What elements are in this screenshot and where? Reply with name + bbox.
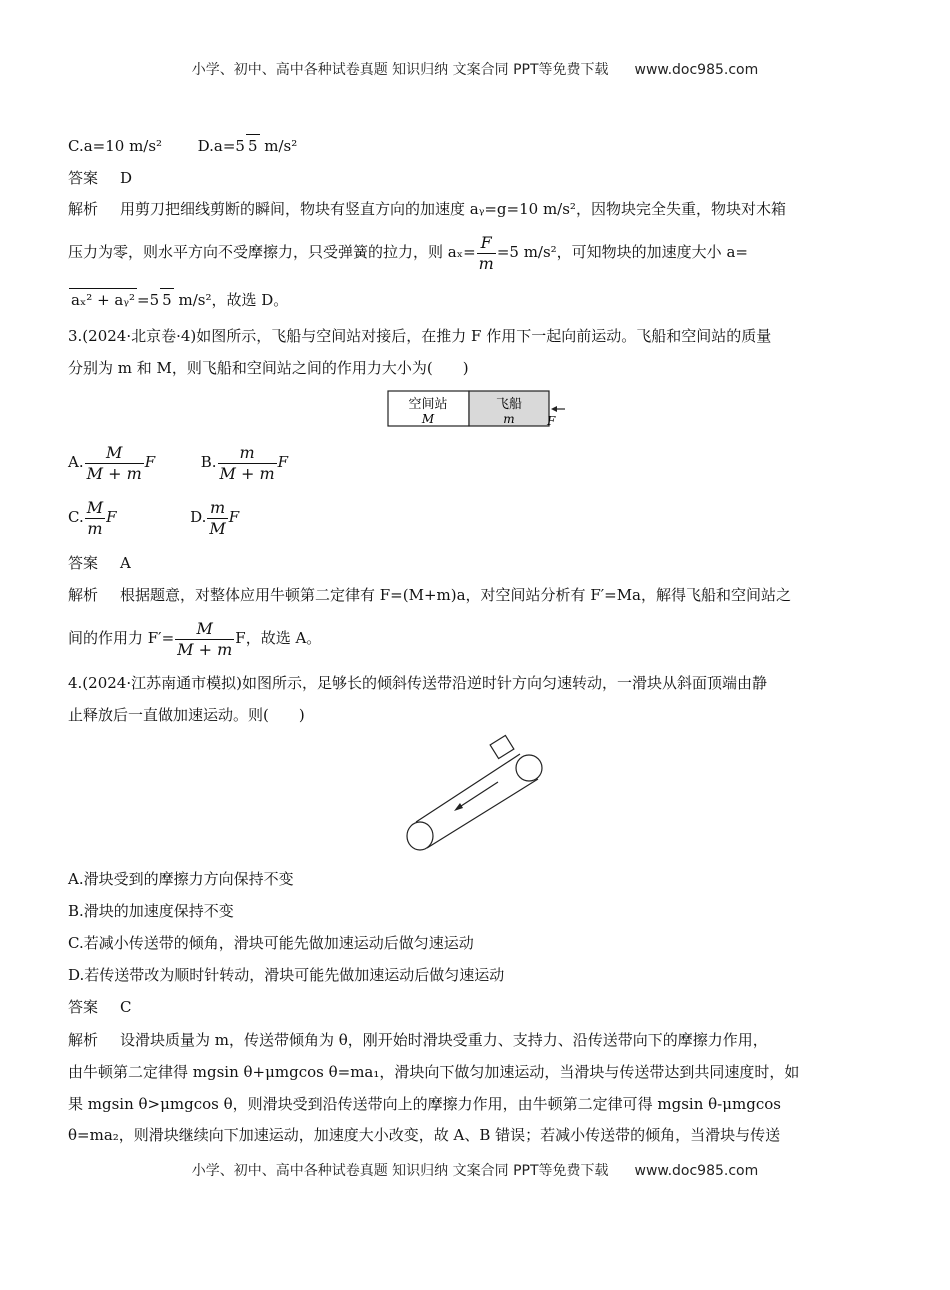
q3-analysis-line-1 <box>68 584 886 606</box>
q4-answer-line <box>68 996 886 1018</box>
ship-label: 飞船 <box>495 397 523 412</box>
q4-option-c: C.若减小传送带的倾角，滑块可能先做加速运动后做匀速运动 <box>68 934 474 952</box>
q2-option-c: C.a=10 m/s² <box>68 137 163 155</box>
radical-sign: 5 <box>160 288 174 311</box>
ship-mass: m <box>503 412 515 426</box>
q2-analysis-line-3: aₓ² + aᵧ² =5 5 m/s²，故选 D。 <box>68 288 886 311</box>
station-label: 空间站 <box>408 397 448 412</box>
q2-analysis-text-1: 用剪刀把细线剪断的瞬间，物块有竖直方向的加速度 aᵧ=g=10 m/s²，因物块完全失重，物块对木箱 <box>120 200 786 218</box>
belt-bottom <box>427 779 538 848</box>
q4-option-b: B.滑块的加速度保持不变 <box>68 902 234 920</box>
q4-stem-line-1: 4.(2024·江苏南通市模拟)如图所示，足够长的倾斜传送带沿逆时针方向匀速转动，一滑块从斜面顶端由静 <box>68 674 767 692</box>
q2-options-line <box>68 134 886 157</box>
q4-analysis-line-3: 果 mgsin θ>μmgcos θ，则滑块受到沿传送带向上的摩擦力作用，由牛顿第二定律可得 mgsin θ-μmgcos <box>68 1095 781 1113</box>
q3-options-cd <box>68 495 886 539</box>
answer-label: 答案 <box>68 998 99 1016</box>
q4-answer: C <box>120 998 132 1016</box>
fraction-f-over-m: $\frac{F}{m}$ <box>478 232 494 273</box>
q2-answer: D <box>120 169 133 187</box>
radical-sign: aₓ² + aᵧ² <box>69 288 137 311</box>
q3-analysis-text-1: 根据题意，对整体应用牛顿第二定律有 F=(M+m)a，对空间站分析有 F′=Ma，解得飞船和空间站之 <box>120 586 791 604</box>
q3-analysis-text-2b: F，故选 A。 <box>235 629 322 647</box>
page-footer <box>0 1160 950 1180</box>
footer-site-link[interactable]: www.doc985.com <box>634 1163 759 1179</box>
bottom-roller <box>407 822 433 850</box>
q3-analysis-line-2 <box>68 616 886 660</box>
q4-option-d: D.若传送带改为顺时针转动，滑块可能先做加速运动后做匀速运动 <box>68 966 505 984</box>
q4-option-a: A.滑块受到的摩擦力方向保持不变 <box>68 870 294 888</box>
station-mass: M <box>421 412 435 426</box>
footer-text: 小学、初中、高中各种试卷真题 知识归纳 文案合同 PPT等免费下载 <box>191 1163 609 1179</box>
q2-option-d: D.a=5 5 m/s² <box>198 137 298 155</box>
radical-sign: 5 <box>246 134 260 157</box>
analysis-label: 解析 <box>68 586 99 604</box>
q2-answer-line <box>68 167 886 189</box>
q3-analysis-text-2a: 间的作用力 F′= <box>68 629 175 647</box>
analysis-label: 解析 <box>68 200 99 218</box>
analysis-label: 解析 <box>68 1031 99 1049</box>
conveyor-belt-diagram <box>400 732 550 857</box>
answer-label: 答案 <box>68 169 99 187</box>
q2-analysis-text-3: m/s²，故选 D。 <box>173 291 289 309</box>
q2-analysis-text-2b: =5 m/s²，可知物块的加速度大小 a= <box>496 243 748 261</box>
force-arrowhead <box>551 406 557 412</box>
page-header <box>0 59 950 79</box>
motion-arrow <box>458 782 498 808</box>
q3-stem-line-2: 分别为 m 和 M，则飞船和空间站之间的作用力大小为( ) <box>68 359 469 377</box>
q2-analysis-line-1 <box>68 198 886 220</box>
q4-analysis-line-4: θ=ma₂，则滑块继续向下加速运动，加速度大小改变，故 A、B 错误；若减小传送带的倾角，当滑块与传送 <box>68 1126 781 1144</box>
q4-analysis-line-1 <box>68 1029 886 1051</box>
slider-block <box>490 735 514 758</box>
q3-option-d: D. $\frac{m}{M}$ F <box>190 497 240 538</box>
q3-option-b: B. $\frac{m}{M + m}$ F <box>200 442 289 483</box>
force-label: F <box>547 414 556 428</box>
q3-answer: A <box>120 554 131 572</box>
q2-analysis-text-2a: 压力为零，则水平方向不受摩擦力，只受弹簧的拉力，则 aₓ= <box>68 243 476 261</box>
header-text: 小学、初中、高中各种试卷真题 知识归纳 文案合同 PPT等免费下载 <box>191 62 609 78</box>
q3-answer-line <box>68 552 886 574</box>
fraction-m-over-sum: $\frac{M}{M + m}$ <box>177 618 233 659</box>
belt-top <box>416 754 520 822</box>
q3-options-ab <box>68 440 886 484</box>
q4-analysis-line-2: 由牛顿第二定律得 mgsin θ+μmgcos θ=ma₁，滑块向下做匀加速运动，当滑块与传送带达到共同速度时，如 <box>68 1063 800 1081</box>
q3-stem-line-1: 3.(2024·北京卷·4)如图所示，飞船与空间站对接后，在推力 F 作用下一起向前运动。飞船和空间站的质量 <box>68 327 772 345</box>
q4-stem-line-2: 止释放后一直做加速运动。则( ) <box>68 706 305 724</box>
top-roller <box>516 755 542 781</box>
q3-option-c: C. $\frac{M}{m}$ F <box>68 497 117 538</box>
q2-analysis-line-2 <box>68 232 886 274</box>
header-site-link[interactable]: www.doc985.com <box>634 62 759 78</box>
q3-option-a: A. $\frac{M}{M + m}$ F <box>68 442 156 483</box>
answer-label: 答案 <box>68 554 99 572</box>
q4-analysis-text-1: 设滑块质量为 m，传送带倾角为 θ，刚开始时滑块受重力、支持力、沿传送带向下的摩擦力作用， <box>120 1031 768 1049</box>
motion-arrowhead <box>454 803 463 811</box>
spacecraft-docking-diagram <box>385 388 570 430</box>
